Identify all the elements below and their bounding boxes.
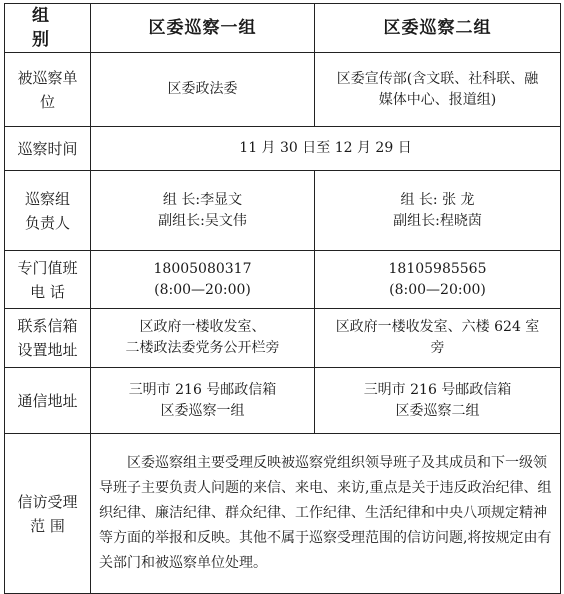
duty-phone-group1-hours: (8:00—20:00) bbox=[154, 281, 251, 298]
header-group-label: 组 别 bbox=[5, 4, 91, 53]
leaders-group2 bbox=[315, 171, 561, 251]
postal-address-group2-line1: 三明市 216 号邮政信箱 bbox=[363, 381, 512, 398]
mailbox-group1 bbox=[91, 309, 315, 368]
inspected-unit-label-line1: 被巡察单 bbox=[17, 68, 78, 87]
duty-phone-group1 bbox=[91, 251, 315, 309]
duty-phone-group2-number: 18105985565 bbox=[388, 260, 487, 277]
inspected-unit-group2 bbox=[315, 53, 561, 127]
duty-phone-group1-number: 18005080317 bbox=[153, 260, 252, 277]
inspected-unit-group2-line2: 媒体中心、报道组) bbox=[378, 91, 497, 108]
inspected-unit-label bbox=[5, 53, 91, 127]
row-inspected-unit bbox=[5, 53, 561, 127]
row-duty-phone bbox=[5, 251, 561, 309]
mailbox-group1-line2: 二楼政法委党务公开栏旁 bbox=[125, 340, 280, 356]
row-postal-address bbox=[5, 368, 561, 434]
leaders-label-line1: 巡察组 bbox=[24, 189, 70, 208]
leaders-label-line2: 负责人 bbox=[24, 213, 70, 232]
duty-phone-group2-hours: (8:00—20:00) bbox=[389, 281, 486, 298]
mailbox-group1-line1: 区政府一楼收发室、 bbox=[139, 319, 266, 335]
mailbox-group2 bbox=[315, 309, 561, 368]
postal-address-group2-line2: 区委巡察二组 bbox=[395, 402, 480, 419]
leaders-group1 bbox=[91, 171, 315, 251]
inspected-unit-group2-line1: 区委宣传部(含文联、社科联、融 bbox=[336, 70, 539, 87]
table-header-row bbox=[5, 4, 561, 53]
row-inspection-time bbox=[5, 127, 561, 171]
petition-scope-text bbox=[91, 434, 561, 594]
petition-scope-label bbox=[5, 434, 91, 594]
leaders-group2-leader: 组 长: 张 龙 bbox=[400, 191, 475, 208]
postal-address-group1 bbox=[91, 368, 315, 434]
mailbox-group2-line1: 区政府一楼收发室、六楼 624 室 bbox=[335, 319, 540, 335]
row-leaders bbox=[5, 171, 561, 251]
inspected-unit-label-line2: 位 bbox=[39, 92, 55, 111]
row-mailbox bbox=[5, 309, 561, 368]
duty-phone-label-line2: 电 话 bbox=[30, 282, 65, 301]
duty-phone-group2 bbox=[315, 251, 561, 309]
mailbox-label bbox=[5, 309, 91, 368]
petition-scope-label-line1: 信访受理 bbox=[17, 492, 78, 511]
mailbox-label-line2: 设置地址 bbox=[17, 341, 78, 359]
mailbox-group2-line2: 旁 bbox=[430, 340, 445, 356]
duty-phone-label bbox=[5, 251, 91, 309]
postal-address-label: 通信地址 bbox=[5, 368, 91, 434]
inspection-info-table bbox=[4, 3, 561, 594]
header-group2: 区委巡察二组 bbox=[315, 4, 561, 53]
inspected-unit-group1: 区委政法委 bbox=[91, 53, 315, 127]
leaders-group1-leader: 组 长:李显文 bbox=[162, 191, 243, 208]
postal-address-group2 bbox=[315, 368, 561, 434]
leaders-label bbox=[5, 171, 91, 251]
header-group1: 区委巡察一组 bbox=[91, 4, 315, 53]
inspection-time-value: 11 月 30 日至 12 月 29 日 bbox=[91, 127, 561, 171]
postal-address-group1-line2: 区委巡察一组 bbox=[160, 402, 245, 419]
leaders-group2-deputy: 副组长:程晓茵 bbox=[393, 212, 482, 229]
petition-scope-label-line2: 范 围 bbox=[30, 516, 65, 535]
postal-address-group1-line1: 三明市 216 号邮政信箱 bbox=[128, 381, 277, 398]
duty-phone-label-line1: 专门值班 bbox=[17, 258, 78, 277]
mailbox-label-line1: 联系信箱 bbox=[17, 317, 78, 335]
petition-scope-paragraph: 区委巡察组主要受理反映被巡察党组织领导班子及其成员和下一级领导班子主要负责人问题的来信、来电、来访,重点是关于违反政治纪律、组织纪律、廉洁纪律、群众纪律、工作纪律、生活纪律和中央八项规定精神等方面的举报和反映。其他不属于巡察受理范围的信访问题,将按规定由有关部门和被巡察单位处理。 bbox=[99, 455, 552, 571]
row-petition-scope bbox=[5, 434, 561, 594]
inspection-time-label: 巡察时间 bbox=[5, 127, 91, 171]
leaders-group1-deputy: 副组长:吴文伟 bbox=[158, 212, 247, 229]
